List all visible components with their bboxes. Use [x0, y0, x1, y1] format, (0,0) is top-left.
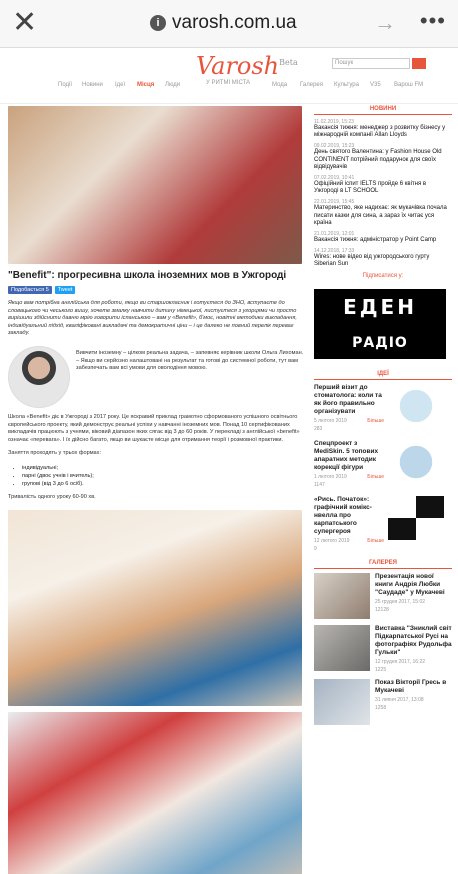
- list-item[interactable]: Виставка "Зниклий світ Підкарпатської Русі на фотографіях Рудольфа Гульки" 12 грудня 2017, 16:22 1225: [314, 625, 452, 673]
- article-hero-image: [8, 106, 302, 264]
- browser-toolbar: [0, 0, 458, 48]
- list-item: • парні (двоє учнів і вчитель);: [22, 472, 304, 480]
- list-item[interactable]: Презентація нової книги Андрія Любки "Саудаде" у Мукачеві 25 грудня 2017, 15:02 12128: [314, 573, 452, 619]
- search-button[interactable]: [412, 58, 426, 69]
- nav-item[interactable]: V35: [370, 82, 381, 88]
- tweet-button[interactable]: Tweet: [55, 286, 76, 294]
- views-count: 1225: [375, 666, 387, 673]
- quote-block: [8, 346, 304, 408]
- article-intro: Якщо вам потрібна англійська для роботи, якщо ви старшокласник і готуєтеся до ЗНО, вступаєте до словацького чи чеського вишу, хочете змалку навчити дитину німецької, листуєтеся з угорцями чи просто вирішили здійснити давню мрію говорити іспанською – вам у «Benefit», б'моє, новітні методики викладання, індивідуальний підхід, кваліфіковані викладачі та демократичні ціни – і це далеко не повний перелік переваг закладу.: [8, 300, 297, 337]
- list-item[interactable]: 14.12.2018, 17:33 Wires: нове відео від ужгородського гурту Siberian Sun: [314, 248, 430, 268]
- address-bar[interactable]: [150, 12, 297, 34]
- list-item[interactable]: 22.01.2019, 15:45 Материнство, яке надихає: як мукачівка почала писати казки для сина, а зараз їх читає уся країна: [314, 199, 447, 226]
- avatar: [8, 346, 70, 408]
- article-title: "Benefit": прогресивна школа іноземних мов в Ужгороді: [8, 270, 287, 281]
- gallery-header: ГАЛЕРЕЯ: [314, 560, 452, 569]
- site-header: [0, 48, 458, 104]
- list-item: • індивідуальні;: [22, 464, 304, 472]
- nav-item[interactable]: Ідеї: [115, 82, 126, 88]
- article: [8, 106, 304, 874]
- eden-radio-banner[interactable]: ЕДЕН РАДІО: [314, 289, 446, 359]
- list-item: • групові (від 3 до 6 осіб).: [22, 480, 304, 488]
- beta-label: Beta: [279, 58, 298, 67]
- nav-item[interactable]: Культура: [334, 82, 359, 88]
- subscribe-link[interactable]: Підписатися у:: [362, 272, 404, 279]
- forward-arrow-icon[interactable]: →: [374, 10, 396, 35]
- views-count: 1147: [314, 481, 325, 488]
- nav-item[interactable]: Події: [58, 82, 73, 88]
- idea-thumbnail: [388, 384, 444, 428]
- quote-text: Вивчити іноземну – цілком реальна задача, – запевняє керівник школи Ольга Лихоман. – Якщо ви серйозно налаштовані на результат та готові до системної роботи, тут вам забезпечать вам всі умови для оволодіння мовою.: [76, 349, 304, 372]
- gallery-thumbnail: [314, 573, 370, 619]
- idea-thumbnail: [388, 496, 444, 540]
- social-buttons: [8, 286, 304, 294]
- forms-intro: Заняття проходять у трьох формах:: [8, 450, 102, 457]
- news-header: НОВИНИ: [314, 106, 452, 115]
- web-page: [0, 48, 458, 874]
- views-count: 283: [314, 425, 323, 432]
- list-item[interactable]: Показ Вікторії Гресь в Мукачеві 31 липня 2017, 13:08 1258: [314, 679, 452, 725]
- forms-list: [22, 464, 304, 488]
- idea-thumbnail: [388, 440, 444, 484]
- facebook-like-button[interactable]: Подобається 5: [8, 286, 52, 294]
- list-item[interactable]: «Рись. Початок»: графічний комікс-нвелла про карпатського супергероя 12 лютого 2019 Більше 9: [314, 496, 452, 552]
- search-input[interactable]: Пошук: [332, 58, 410, 69]
- list-item[interactable]: 11.02.2019, 15:23 Вакансія тижня: менеджер з розвитку бізнесу у міжнародній компанії Allan Lloyds: [314, 119, 446, 139]
- views-count: 1258: [375, 704, 387, 711]
- nav-item[interactable]: Варош FM: [394, 82, 424, 88]
- article-image: [8, 712, 302, 874]
- views-count: 12128: [375, 606, 389, 613]
- nav-item[interactable]: Мода: [272, 82, 288, 88]
- views-count: 9: [314, 545, 317, 552]
- nav-item[interactable]: Люди: [165, 82, 181, 88]
- gallery-thumbnail: [314, 679, 370, 725]
- close-icon[interactable]: ✕: [12, 6, 38, 39]
- article-image: [8, 510, 302, 706]
- info-icon[interactable]: i: [150, 15, 166, 31]
- nav-item[interactable]: Новини: [82, 82, 103, 88]
- site-tagline: У РИТМІ МІСТА: [206, 80, 251, 86]
- lesson-duration: Тривалість одного уроку 60-90 хв.: [8, 493, 96, 500]
- list-item[interactable]: 07.02.2019, 10:41 Офіційний іспит IELTS пройде 6 квітня в Ужгороді в LT SCHOOL: [314, 175, 427, 195]
- list-item[interactable]: 21.01.2019, 12:01 Вакансія тижня: адміністратор у Point Camp: [314, 231, 437, 244]
- sidebar: [314, 106, 452, 731]
- url-text: varosh.com.ua: [172, 12, 297, 33]
- list-item[interactable]: Перший візит до стоматолога: коли та як його правильно організувати 5 лютого 2019 Більше 283: [314, 384, 452, 432]
- nav-item[interactable]: Галерея: [300, 82, 324, 88]
- nav-item-active[interactable]: Місця: [137, 82, 155, 88]
- site-logo[interactable]: Varosh$^{Beta}$: [196, 52, 298, 80]
- list-item[interactable]: 09.02.2019, 15:23 День святого Валентина: у Fashion House Old CONTINENT потрійний подарунок для своїх відвідувачів: [314, 143, 442, 170]
- list-item[interactable]: Спецпроект з MediSkin. 5 топових апаратних методик корекції фігури 1 лютого 2019 Більше 1147: [314, 440, 452, 488]
- ideas-header: ІДЕЇ: [314, 371, 452, 380]
- gallery-thumbnail: [314, 625, 370, 671]
- article-body: Школа «Benefit» діє в Ужгороді з 2017 року. Це яскравий приклад грамотно сформованого успішного освітнього європейського проекту, який демонструє реальні успіхи у навчанні іноземних мов. Понад 10 сертифікованих викладачів працюють з учнями, віковий діапазон яких сягає від 3 до 60 років. У перекладі з англійської «benefit» означає «перевага». І їх дійсно багато, якщо ви шукаєте місце для отримання теорії і розмовної практики.: [8, 413, 300, 443]
- more-options-icon[interactable]: •••: [419, 8, 446, 33]
